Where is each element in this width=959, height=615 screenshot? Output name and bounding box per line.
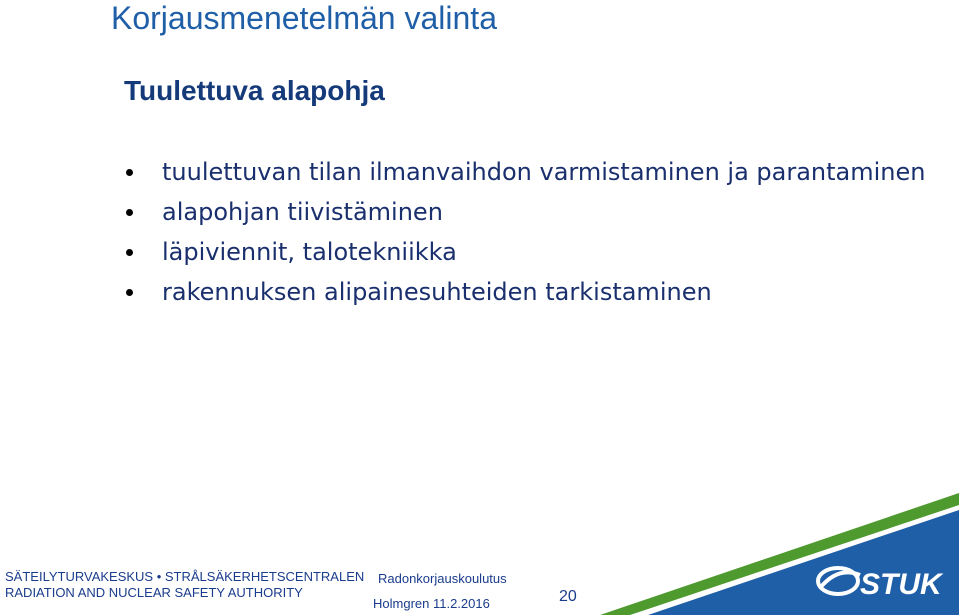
bullet-text: alapohjan tiivistäminen bbox=[162, 198, 443, 226]
bullet-dot-icon bbox=[126, 249, 133, 256]
bullet-text: läpiviennit, talotekniikka bbox=[162, 238, 457, 266]
bullet-text: rakennuksen alipainesuhteiden tarkistaminen bbox=[162, 278, 712, 306]
bullet-text: tuulettuvan tilan ilmanvaihdon varmistaminen ja parantaminen bbox=[162, 158, 926, 186]
bullet-dot-icon bbox=[126, 209, 133, 216]
footer-organization-english: RADIATION AND NUCLEAR SAFETY AUTHORITY bbox=[5, 585, 303, 600]
footer-course-name: Radonkorjauskoulutus bbox=[378, 571, 507, 586]
logo-text: STUK bbox=[860, 568, 942, 601]
bullet-dot-icon bbox=[126, 289, 133, 296]
footer-organization-names: SÄTEILYTURVAKESKUS • STRÅLSÄKERHETSCENTRALEN bbox=[5, 569, 365, 584]
bullet-dot-icon bbox=[126, 169, 133, 176]
slide-subtitle: Tuulettuva alapohja bbox=[124, 75, 385, 106]
footer-author-date: Holmgren 11.2.2016 bbox=[373, 596, 490, 611]
slide-title: Korjausmenetelmän valinta bbox=[111, 0, 497, 36]
page-number: 20 bbox=[559, 588, 577, 605]
